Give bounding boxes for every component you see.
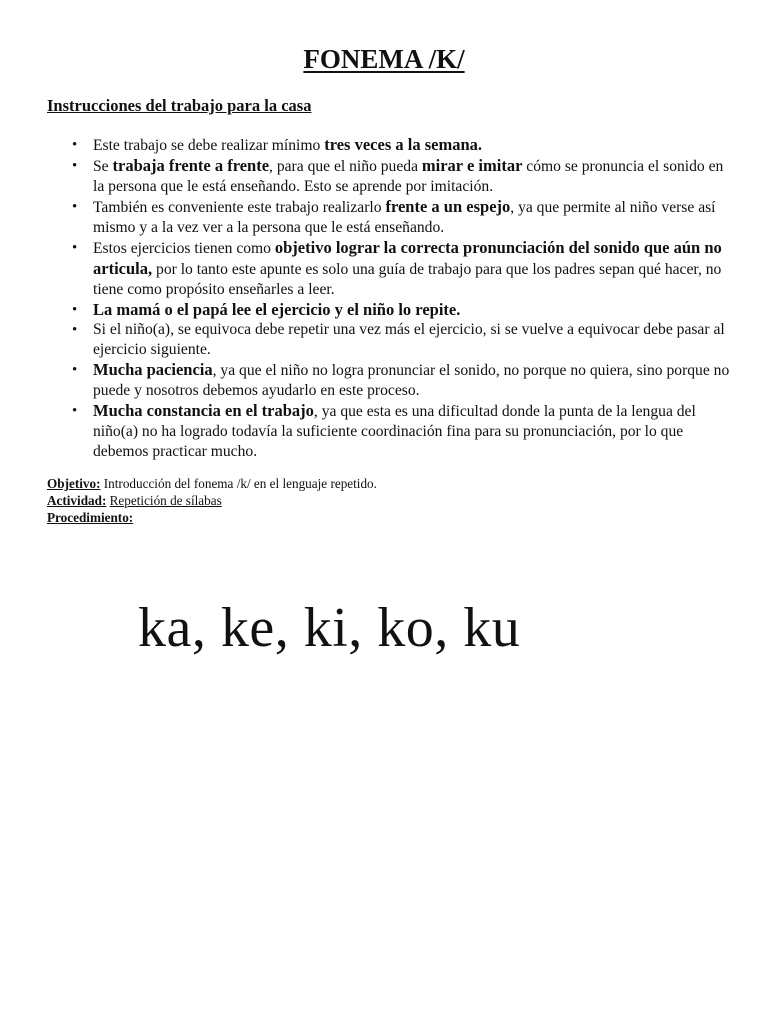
actividad-label: Actividad: [47, 493, 107, 508]
item-text: , ya que esta es una dificultad donde la punta de la lengua del niño(a) no ha logrado todavía la suficiente coordinación fina para su pronunciación, por lo que debemos practicar mucho. [93, 403, 696, 460]
item-bold-text: Mucha constancia en el trabajo [93, 401, 314, 420]
document-title: FONEMA /K/ [303, 44, 465, 74]
actividad-text: Repetición de sílabas [109, 493, 222, 508]
item-text: Este trabajo se debe realizar mínimo [93, 137, 325, 154]
list-item [93, 401, 733, 462]
objetivo-label: Objetivo: [47, 476, 101, 491]
list-item [93, 135, 733, 156]
procedimiento-line [47, 509, 377, 526]
item-bold-text: frente a un espejo [385, 197, 511, 216]
list-item [93, 360, 733, 401]
item-text: Si el niño(a), se equivoca debe repetir una vez más el ejercicio, si se vuelve a equivocar debe pasar al ejercicio siguiente. [93, 321, 725, 358]
list-item [93, 320, 733, 360]
item-bold-text: Mucha paciencia [93, 360, 213, 379]
item-bold-text: La mamá o el papá lee el ejercicio y el niño lo repite. [93, 300, 461, 319]
item-text: cómo se pronuncia el sonido en la persona que le está enseñando. Esto se aprende por imitación. [93, 158, 724, 195]
instructions-list [93, 135, 733, 462]
procedimiento-label: Procedimiento: [47, 510, 134, 525]
item-text: También es conveniente este trabajo realizarlo [93, 199, 386, 216]
objetivo-line [47, 475, 377, 492]
list-item [93, 197, 733, 238]
list-item [93, 300, 733, 320]
item-text: Se [93, 158, 113, 175]
actividad-line [47, 492, 377, 509]
item-text: por lo tanto este apunte es solo una guía de trabajo para que los padres sepan qué hacer, no tiene como propósito enseñarles a leer. [93, 261, 722, 298]
item-bold-text: tres veces a la semana. [324, 135, 482, 154]
syllables-text: ka, ke, ki, ko, ku [138, 597, 521, 659]
item-text: , ya que permite al niño verse así mismo y a la vez ver a la persona que le está enseñando. [93, 199, 716, 236]
item-text: , ya que el niño no logra pronunciar el sonido, no porque no quiera, sino porque no puede y nosotros debemos ayudarlo en este proceso. [93, 362, 730, 399]
list-item [93, 156, 733, 197]
instructions-heading: Instrucciones del trabajo para la casa [47, 96, 312, 115]
activity-details [47, 475, 377, 526]
item-bold-text: trabaja frente a frente [112, 156, 270, 175]
objetivo-text: Introducción del fonema /k/ en el lenguaje repetido. [100, 476, 377, 491]
item-text: , para que el niño pueda [269, 158, 422, 175]
item-text: Estos ejercicios tienen como [93, 240, 275, 257]
item-bold-text: mirar e imitar [421, 156, 523, 175]
list-item [93, 238, 733, 300]
item-bold-text: objetivo lograr la correcta pronunciación del sonido que aún no articula, [93, 238, 722, 278]
